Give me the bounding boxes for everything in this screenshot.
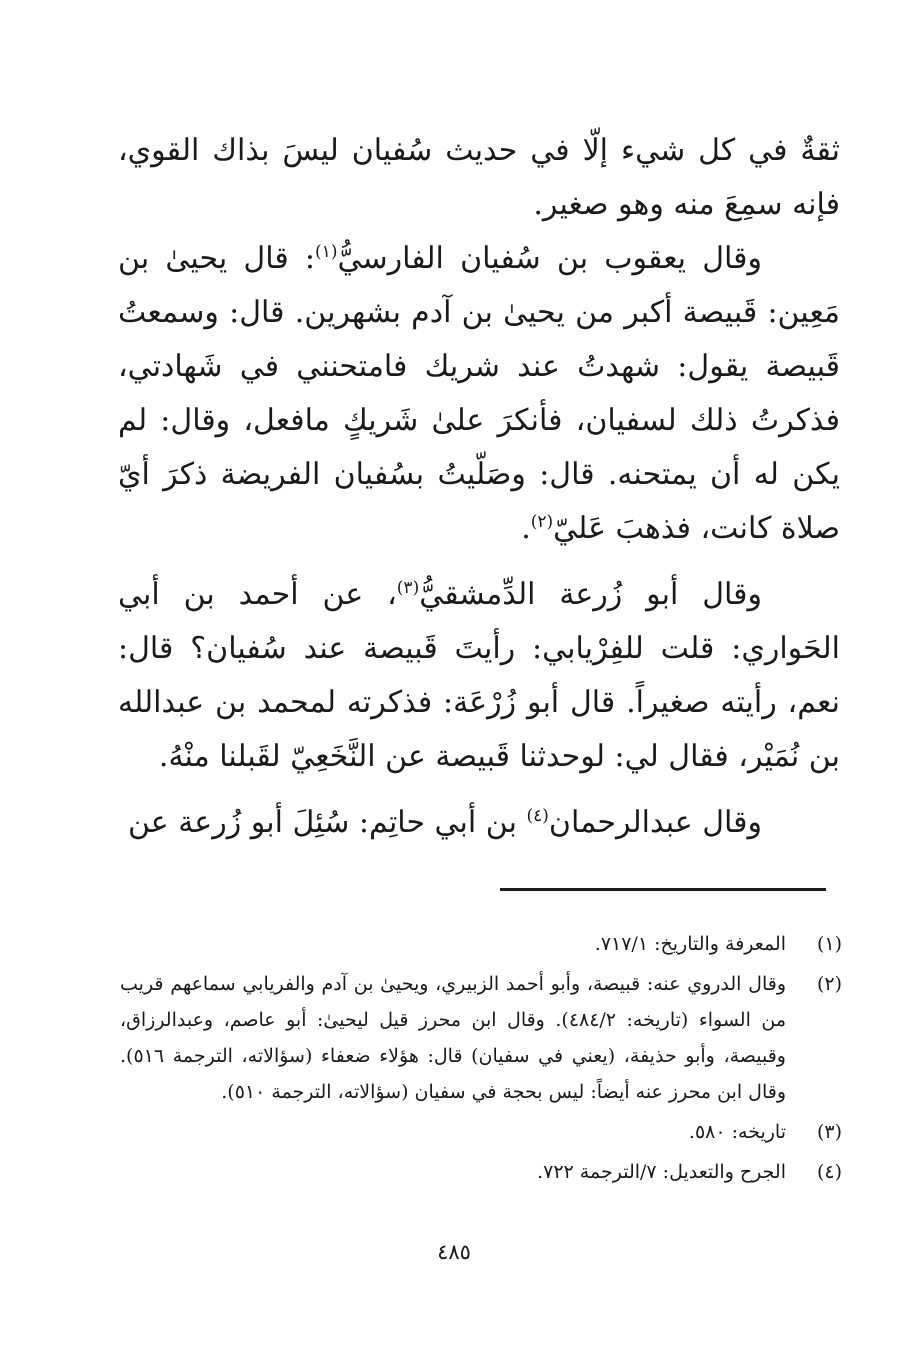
paragraph-4-text-start: وقال عبدالرحمان [548, 805, 762, 840]
main-text [118, 124, 840, 850]
paragraph-2-end-punct: . [521, 511, 531, 546]
paragraph-2 [118, 232, 840, 556]
footnote-number: (٢) [816, 973, 842, 995]
paragraph-4 [118, 796, 840, 850]
paragraph-2-text-start: وقال يعقوب بن سُفيان الفارسيُّ [337, 241, 763, 276]
paragraph-3-text-rest: ، عن أحمد بن أبي الحَواري: قلت للفِرْيابي: رأيتَ قَبيصة عند سُفيان؟ قال: نعم، رأيته صغيراً. قال أبو زُرْعَة: فذكرته لمحمد بن عبدالله بن نُمَيْر، فقال لي: لوحدثنا قَبيصة عن النَّخَعِيّ لقَبلنا منْهُ. [118, 577, 840, 774]
footnote-number: (٤) [816, 1161, 842, 1183]
paragraph-2-text-rest: : قال يحيىٰ بن مَعِين: قَبيصة أكبر من يحيىٰ بن آدم بشهرين. قال: وسمعتُ قَبيصة يقول: شهدتُ عند شريك فامتحنني في شَهادتي، فذكرتُ ذلك لسفيان، فأنكرَ علىٰ شَريكٍ مافعل، وقال: لم يكن له أن يمتحنه. قال: وصَلّيتُ بسُفيان الفريضة ذكرَ أيّ صلاة كانت، فذهبَ عَليّ [118, 241, 840, 546]
footnote-text: الجرح والتعديل: ٧/الترجمة ٧٢٢. [537, 1161, 786, 1183]
paragraph-1-text: ثقةٌ في كل شيء إلّا في حديث سُفيان ليسَ بذاك القوي، فإنه سمِعَ منه وهو صغير. [118, 133, 840, 222]
page-number: ٤٨٥ [437, 1240, 471, 1264]
paragraph-1 [118, 124, 840, 232]
footnote-number: (١) [816, 933, 842, 955]
footnote-ref-1[interactable]: (١) [315, 242, 338, 262]
footnote-text: وقال الدروي عنه: قبيصة، وأبو أحمد الزبيري، ويحيىٰ بن آدم والفريابي سماعهم قريب من السواء (تاريخه: ٤٨٤/٢). وقال ابن محرز قيل ليحيىٰ: أبو عاصم، وعبدالرزاق، وقبيصة، وأبو حذيفة، (يعني في سفيان) قال: هؤلاء ضعفاء (سؤالاته، الترجمة ٥١٦). وقال ابن محرز عنه أيضاً: ليس بحجة في سفيان (سؤالاته، الترجمة ٥١٠). [120, 973, 786, 1103]
footnotes [120, 926, 842, 1194]
footnote-separator [500, 888, 826, 891]
footnote-ref-4[interactable]: (٤) [526, 806, 549, 826]
footnote-3 [120, 1114, 842, 1150]
paragraph-3-text-start: وقال أبو زُرعة الدِّمشقيُّ [419, 577, 762, 612]
footnote-ref-3[interactable]: (٣) [396, 578, 420, 598]
footnote-number: (٣) [816, 1121, 842, 1143]
footnote-2 [120, 966, 842, 1110]
paragraph-3 [118, 568, 840, 784]
paragraph-4-text-rest: بن أبي حاتِم: سُئِلَ أبو زُرعة عن [127, 805, 527, 840]
footnote-text: تاريخه: ٥٨٠. [688, 1121, 786, 1143]
footnote-1 [120, 926, 842, 962]
footnote-ref-2[interactable]: (٢) [530, 512, 554, 532]
footnote-4 [120, 1154, 842, 1190]
footnote-text: المعرفة والتاريخ: ٧١٧/١. [594, 933, 786, 955]
